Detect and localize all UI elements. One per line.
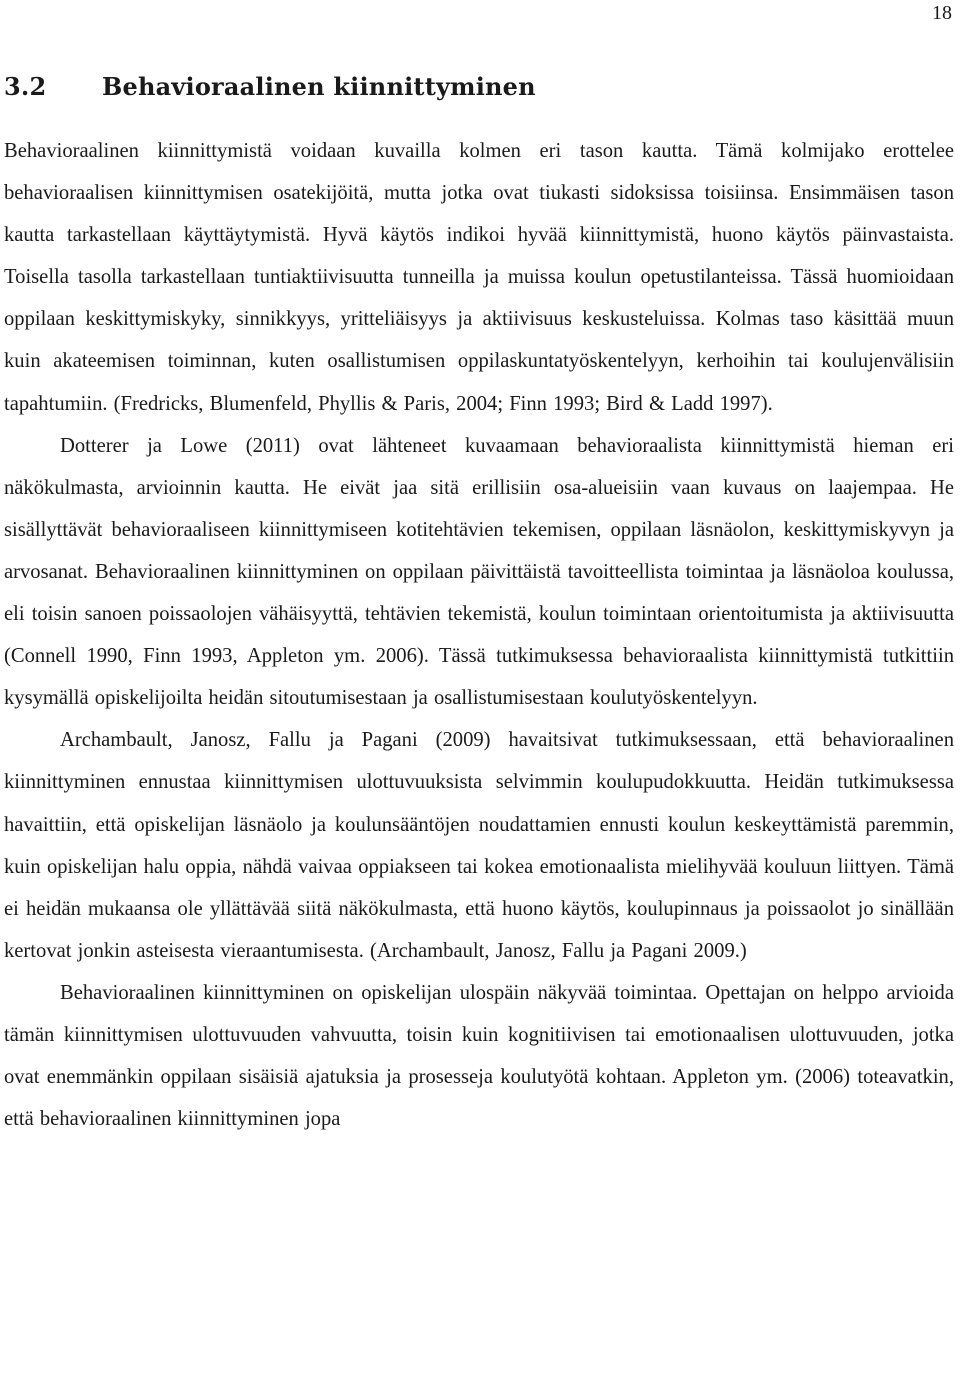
section-number: 3.2 [4, 72, 47, 101]
paragraph-2: Dotterer ja Lowe (2011) ovat lähteneet kuvaamaan behavioraalista kiinnittymistä hieman eri näkökulmasta, arvioinnin kautta. He eivät jaa sitä erillisiin osa-alueisiin vaan kuvaus on laajempaa. He sisällyttävät behavioraaliseen kiinnittymiseen kotitehtävien tekemisen, oppilaan läsnäolon, keskittymiskyvyn ja arvosanat. Behavioraalinen kiinnittyminen on oppilaan päivittäistä tavoitteellista toimintaa ja läsnäoloa koulussa, eli toisin sanoen poissaolojen vähäisyyttä, tehtävien tekemistä, koulun toimintaan orientoitumista ja aktiivisuutta (Connell 1990, Finn 1993, Appleton ym. 2006). Tässä tutkimuksessa behavioraalista kiinnittymistä tutkittiin kysymällä opiskelijoilta heidän sitoutumisestaan ja osallistumisestaan koulutyöskentelyyn. [4, 434, 954, 710]
page-number: 18 [932, 2, 952, 24]
section-title: Behavioraalinen kiinnittyminen [102, 72, 536, 101]
paragraph-1: Behavioraalinen kiinnittymistä voidaan kuvailla kolmen eri tason kautta. Tämä kolmijako erottelee behavioraalisen kiinnittymisen osatekijöitä, mutta jotka ovat tiukasti sidoksissa toisiinsa. Ensimmäisen tason kautta tarkastellaan käyttäytymistä. Hyvä käytös indikoi hyvää kiinnittymistä, huono käytös päinvastaista. Toisella tasolla tarkastellaan tuntiaktiivisuutta tunneilla ja muissa koulun opetustilanteissa. Tässä huomioidaan oppilaan keskittymiskyky, sinnikkyys, yritteliäisyys ja aktiivisuus keskusteluissa. Kolmas taso käsittää muun kuin akateemisen toiminnan, kuten osallistumisen oppilaskuntatyöskentelyyn, kerhoihin tai koulujenvälisiin tapahtumiin. (Fredricks, Blumenfeld, Phyllis & Paris, 2004; Finn 1993; Bird & Ladd 1997). [4, 140, 954, 415]
paragraph-3: Archambault, Janosz, Fallu ja Pagani (2009) havaitsivat tutkimuksessaan, että behavioraalinen kiinnittyminen ennustaa kiinnittymisen ulottuvuuksista selvimmin koulupudokkuutta. Heidän tutkimuksessa havaittiin, että opiskelijan läsnäolo ja koulunsääntöjen noudattamien ennusti koulun keskeyttämistä paremmin, kuin opiskelijan halu oppia, nähdä vaivaa oppiakseen tai kokea emotionaalista mielihyvää kouluun liittyen. Tämä ei heidän mukaansa ole yllättävää siitä näkökulmasta, että huono käytös, koulupinnaus ja poissaolot jo sinällään kertovat jonkin asteisesta vieraantumisesta. (Archambault, Janosz, Fallu ja Pagani 2009.) [4, 729, 954, 962]
section-heading [4, 72, 536, 101]
paragraph-4: Behavioraalinen kiinnittyminen on opiskelijan ulospäin näkyvää toimintaa. Opettajan on helppo arvioida tämän kiinnittymisen ulottuvuuden vahvuutta, toisin kuin kognitiivisen tai emotionaalisen ulottuvuuden, jotka ovat enemmänkin oppilaan sisäisiä ajatuksia ja prosesseja koulutyötä kohtaan. Appleton ym. (2006) toteavatkin, että behavioraalinen kiinnittyminen jopa [4, 981, 954, 1131]
body-text [4, 130, 954, 1140]
